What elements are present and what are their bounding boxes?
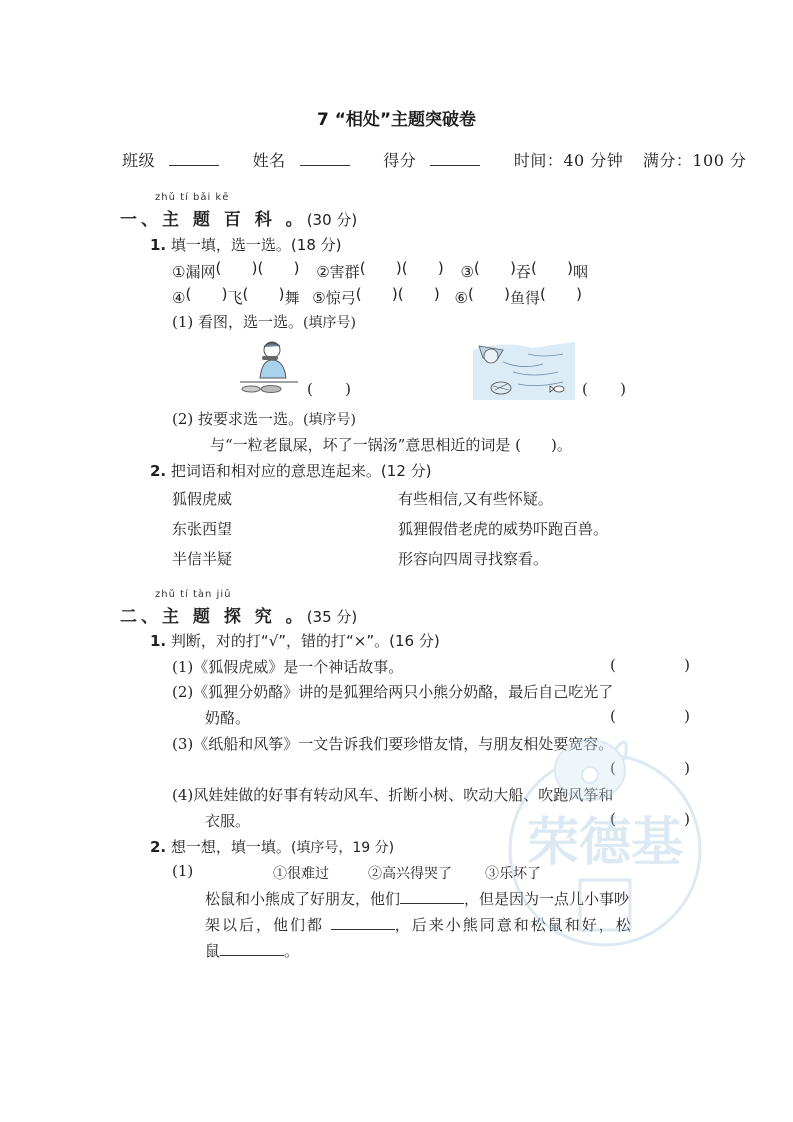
- sub2-question-end: )。: [550, 436, 572, 454]
- sub1-hint: (填序号): [303, 315, 356, 331]
- judge-3-label: (3): [172, 735, 194, 753]
- pic2-answer-blank[interactable]: [582, 380, 626, 402]
- class-label: 班级: [122, 151, 156, 170]
- class-blank[interactable]: [169, 151, 219, 166]
- sub2-question: [210, 434, 572, 455]
- s1-q1-sub2: [172, 408, 356, 429]
- fox-river-illustration: [473, 342, 575, 400]
- time-info: 时间：40 分钟: [513, 151, 624, 170]
- idiom-3-end: 咽: [572, 263, 588, 281]
- judge-4-text-cont: 衣服。: [205, 812, 251, 830]
- section2-pinyin: zhǔ tí tàn jiū: [155, 589, 232, 600]
- idiom-2-label: ②害群: [316, 263, 360, 281]
- fill-paragraph-line-2: [205, 914, 633, 935]
- idiom-6-mid: 鱼得: [509, 289, 540, 307]
- idiom-6-blank-b[interactable]: [540, 285, 582, 303]
- idiom-6-blank-a[interactable]: [468, 285, 510, 303]
- line2-text-a: 架以后，他们都: [205, 916, 325, 934]
- sub2-hint: (填序号): [303, 412, 356, 428]
- idiom-2-blank-a[interactable]: [360, 259, 402, 277]
- option-1: ①很难过: [273, 866, 329, 882]
- match-right-1[interactable]: 有些相信,又有些怀疑。: [398, 490, 553, 508]
- idiom-2: [316, 263, 443, 281]
- idiom-2-blank-b[interactable]: [402, 259, 444, 277]
- match-right-2[interactable]: 狐狸假借老虎的威势吓跑百兽。: [398, 520, 609, 538]
- idiom-1-blank-b[interactable]: [257, 259, 299, 277]
- idiom-4-end: 舞: [284, 289, 300, 307]
- line2-text-b: ，后来小熊同意和松鼠和好，松: [394, 916, 633, 934]
- s1-q2-prompt: [150, 460, 431, 481]
- s2-q1-number: 1.: [150, 632, 167, 650]
- fill-blank-3[interactable]: [220, 941, 284, 956]
- judge-3-text: 《纸船和风筝》一文告诉我们要珍惜友情，与朋友相处要宽容。: [193, 735, 614, 753]
- sub1-label: (1) 看图，选一选。: [172, 313, 304, 331]
- match-right-3[interactable]: 形容向四周寻找察看。: [398, 550, 549, 568]
- fill-paragraph-line-1: [205, 888, 629, 909]
- section2-score: (35 分): [306, 608, 358, 626]
- idiom-row-1: [172, 259, 692, 282]
- page-title: 7 “相处”主题突破卷: [316, 110, 477, 130]
- s2-q1-prompt: [150, 630, 440, 651]
- fill-blank-1[interactable]: [400, 889, 464, 904]
- idiom-3-blank-b[interactable]: [531, 259, 573, 277]
- match-left-1[interactable]: 狐假虎威: [172, 490, 233, 508]
- idiom-row-2: [172, 285, 692, 308]
- idiom-1: [172, 263, 299, 281]
- idiom-1-label: ①漏网: [172, 263, 216, 281]
- fox-fishing-net-picture: [473, 342, 575, 400]
- name-blank[interactable]: [300, 151, 350, 166]
- sub2-label: (2) 按要求选一选。: [172, 410, 304, 428]
- s2-q2-number: 2.: [150, 838, 167, 856]
- idiom-3-label: ③: [460, 263, 474, 281]
- class-field[interactable]: [122, 151, 233, 170]
- option-2: ②高兴得哭了: [368, 866, 452, 882]
- watermark-text: 荣德基: [526, 813, 684, 873]
- pic1-answer-blank[interactable]: [307, 380, 351, 402]
- match-left-2[interactable]: 东张西望: [172, 520, 233, 538]
- judge-4-text: 风娃娃做的好事有转动风车、折断小树、吹动大船、吹跑风筝和: [193, 786, 614, 804]
- idiom-4-label: ④: [172, 289, 186, 307]
- idiom-1-blank-a[interactable]: [215, 259, 257, 277]
- line1-text-a: 松鼠和小熊成了好朋友，他们: [205, 890, 401, 908]
- judge-item-4: [172, 784, 613, 805]
- student-info-line: [122, 148, 761, 171]
- section2-heading: [120, 602, 357, 627]
- match-left-3[interactable]: 半信半疑: [172, 550, 233, 568]
- s2-q2-prompt: [150, 836, 394, 857]
- section1-heading: [120, 205, 357, 230]
- s1-q1-text: 填一填，选一选。(18 分): [170, 236, 342, 254]
- idiom-6-label: ⑥: [454, 289, 468, 307]
- idiom-4-blank-a[interactable]: [185, 285, 227, 303]
- full-score-info: 满分：100 分: [642, 151, 747, 170]
- s1-q1-number: 1.: [150, 236, 167, 254]
- idiom-3-mid: 吞: [515, 263, 531, 281]
- idiom-6: [455, 289, 582, 307]
- s2-q2-sub1-label: (1): [172, 862, 194, 880]
- judge-2-text: 《狐狸分奶酪》讲的是狐狸给两只小熊分奶酪，最后自己吃光了: [193, 683, 614, 701]
- man-eating-picture: [238, 338, 300, 398]
- fill-paragraph-line-3: [205, 940, 299, 961]
- judge-item-2: [172, 681, 613, 702]
- judge-2-label: (2): [172, 683, 194, 701]
- s1-q2-text: 把词语和相对应的意思连起来。(12 分): [170, 462, 432, 480]
- name-label: 姓名: [252, 151, 286, 170]
- idiom-3: [460, 263, 587, 281]
- line3-text-a: 鼠: [205, 942, 221, 960]
- s1-q1-sub1: [172, 311, 356, 332]
- s2-q1-text: 判断，对的打“√”，错的打“×”。(16 分): [170, 632, 440, 650]
- section1-title: 一、主 题 百 科 。: [120, 210, 307, 230]
- idiom-3-blank-a[interactable]: [474, 259, 516, 277]
- s2-q2-text: 想一想，填一填。: [170, 838, 291, 856]
- s2-q2-hint: (填序号，19 分): [290, 840, 395, 856]
- line3-text-b: 。: [284, 942, 300, 960]
- option-3: ③乐坏了: [485, 866, 541, 882]
- idiom-4: [172, 289, 299, 307]
- idiom-4-blank-b[interactable]: [242, 285, 284, 303]
- judge-item-3: [172, 733, 613, 754]
- idiom-5-label: ⑤惊弓: [312, 289, 356, 307]
- score-label: 得分: [383, 151, 417, 170]
- judge-4-label: (4): [172, 786, 194, 804]
- man-eating-illustration: [238, 338, 300, 398]
- judge-1-label: (1): [172, 658, 194, 676]
- section1-pinyin: zhǔ tí bǎi kē: [155, 192, 230, 203]
- line1-text-b: ，但是因为一点儿小事吵: [464, 890, 630, 908]
- score-field[interactable]: [383, 151, 494, 170]
- judge-1-text: 《狐假虎威》是一个神话故事。: [193, 658, 404, 676]
- s1-q1-prompt: [150, 234, 341, 255]
- idiom-5-blank-a[interactable]: [356, 285, 398, 303]
- sub2-question-text: 与“一粒老鼠屎，坏了一锅汤”意思相近的词是 (: [210, 436, 521, 454]
- fill-blank-2[interactable]: [331, 915, 395, 930]
- idiom-4-mid: 飞: [227, 289, 243, 307]
- name-field[interactable]: [253, 151, 364, 170]
- judge-item-1: [172, 656, 403, 677]
- idiom-5-blank-b[interactable]: [398, 285, 440, 303]
- judge-2-text-cont: 奶酪。: [205, 709, 251, 727]
- idiom-5: [312, 289, 439, 307]
- score-blank[interactable]: [430, 151, 480, 166]
- section1-score: (30 分): [306, 211, 358, 229]
- s1-q2-number: 2.: [150, 462, 167, 480]
- section2-title: 二、主 题 探 究 。: [120, 607, 307, 627]
